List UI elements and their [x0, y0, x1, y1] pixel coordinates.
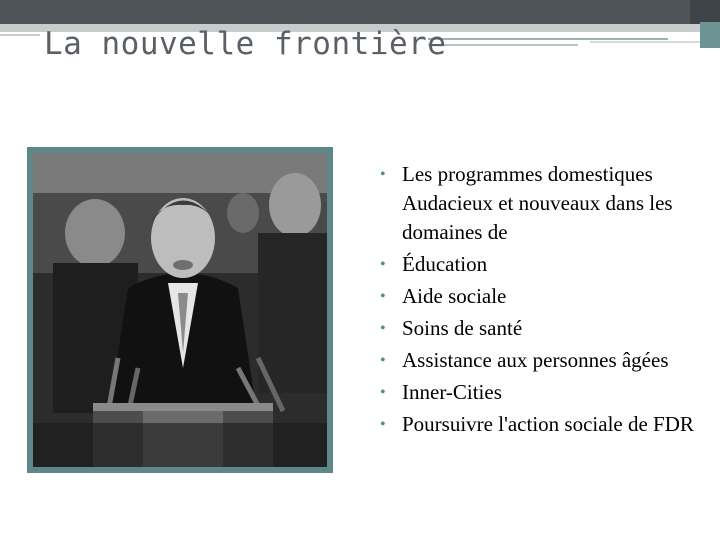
bullet-item: • Poursuivre l'action sociale de FDR — [380, 410, 710, 439]
photo-frame — [27, 147, 333, 473]
header-band — [0, 0, 700, 24]
bullet-item: • Inner-Cities — [380, 378, 710, 407]
title-rule — [0, 34, 40, 36]
title-rule — [590, 41, 700, 43]
bullet-item: • Assistance aux personnes âgées — [380, 346, 710, 375]
title-rule — [428, 38, 668, 40]
bullet-item: • Éducation — [380, 250, 710, 279]
title-rule — [428, 44, 578, 46]
bullet-item: • Les programmes domestiques Audacieux et nouveaux dans les domaines de — [380, 160, 710, 247]
header-band-right — [690, 0, 720, 24]
bullet-item: • Aide sociale — [380, 282, 710, 311]
bullet-item: • Soins de santé — [380, 314, 710, 343]
header-corner-accent — [700, 22, 720, 48]
bullet-list — [380, 160, 710, 442]
speaker-photo — [33, 153, 327, 467]
slide-title: La nouvelle frontière — [44, 26, 447, 62]
